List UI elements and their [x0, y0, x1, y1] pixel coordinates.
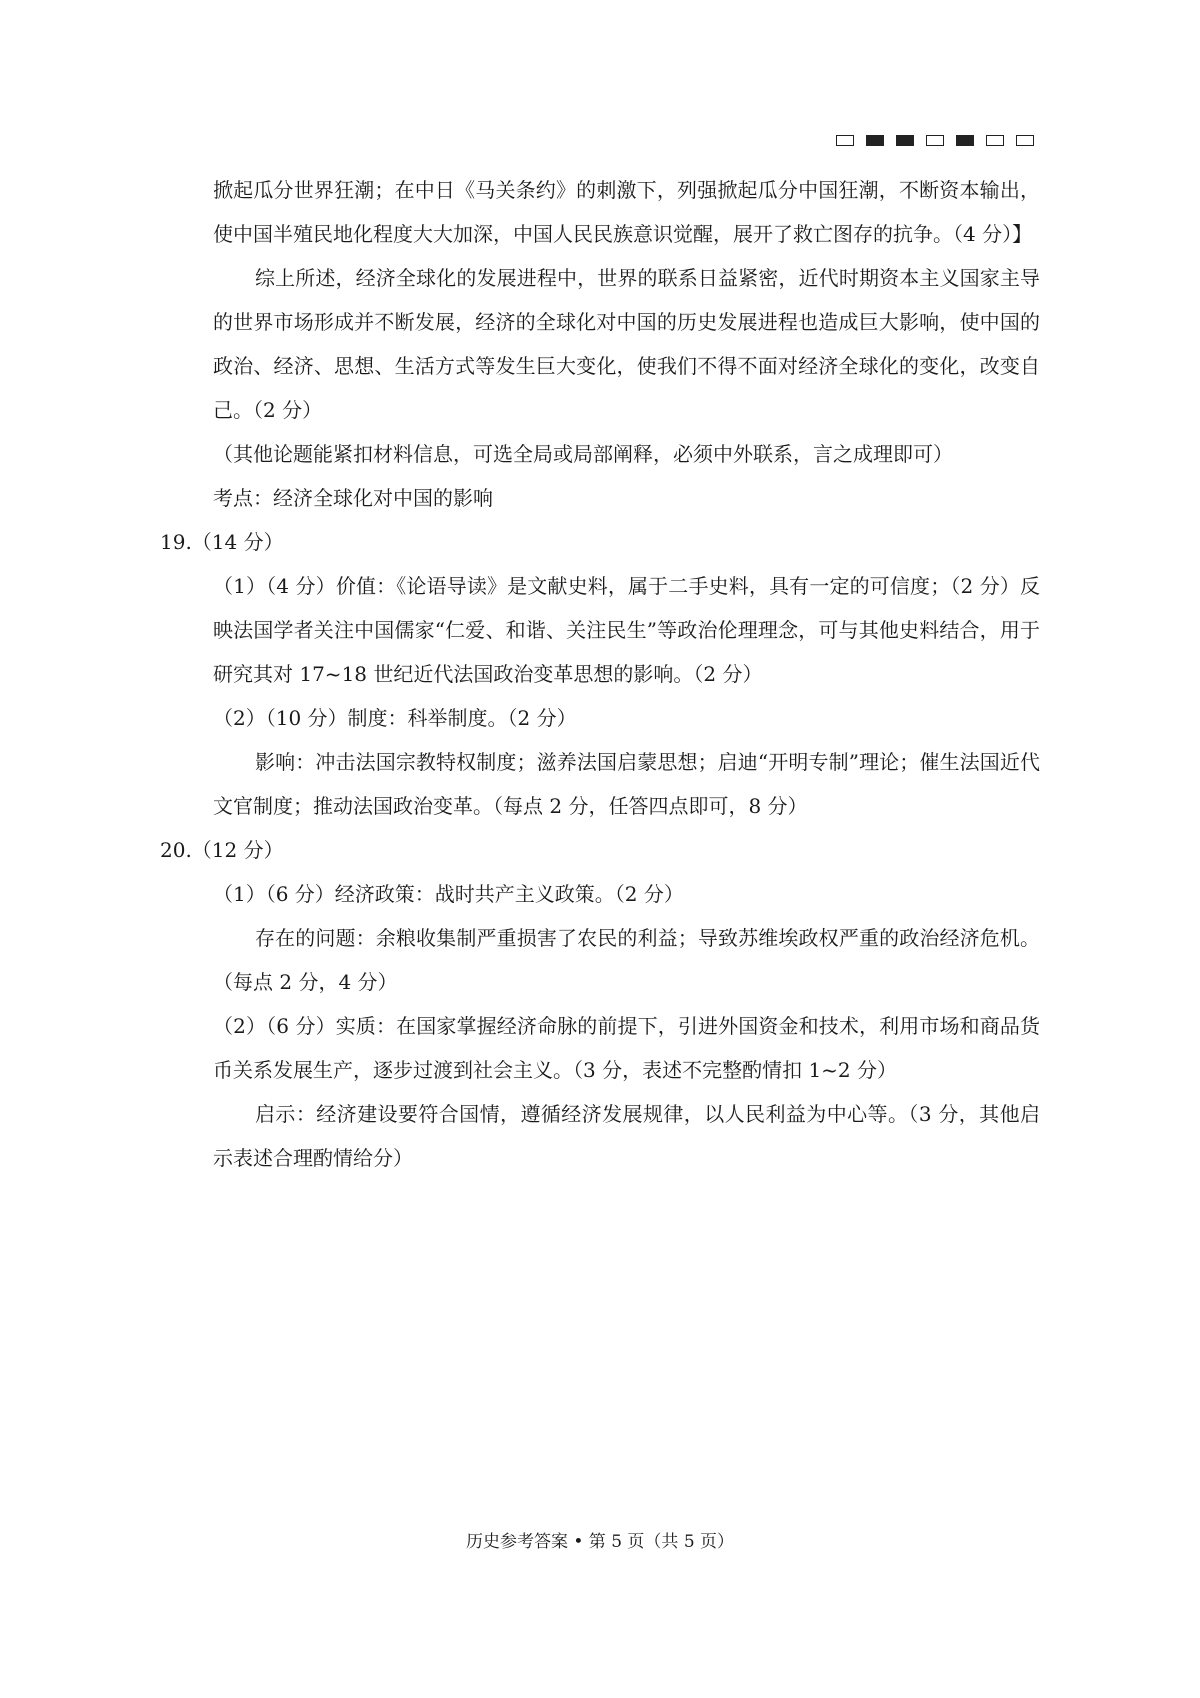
- question-20-problems: 存在的问题：余粮收集制严重损害了农民的利益；导致苏维埃政权严重的政治经济危机。（每点 2 分，4 分）: [213, 926, 1040, 994]
- question-19-part-2: （2）（10 分）制度：科举制度。（2 分）: [213, 706, 577, 730]
- mark-box-1: [836, 135, 854, 146]
- mark-box-4: [926, 135, 944, 146]
- question-20-part-1: （1）（6 分）经济政策：战时共产主义政策。（2 分）: [213, 882, 684, 906]
- question-20-inspiration: 启示：经济建设要符合国情，遵循经济发展规律，以人民利益为中心等。（3 分，其他启示表述合理酌情给分）: [213, 1102, 1040, 1170]
- paragraph-exam-point: 考点：经济全球化对中国的影响: [213, 486, 493, 510]
- paragraph-summary: 综上所述，经济全球化的发展进程中，世界的联系日益紧密，近代时期资本主义国家主导的世界市场形成并不断发展，经济的全球化对中国的历史发展进程也造成巨大影响，使中国的政治、经济、思想、生活方式等发生巨大变化，使我们不得不面对经济全球化的变化，改变自己。（2 分）: [213, 266, 1040, 422]
- question-20-part-2: （2）（6 分）实质：在国家掌握经济命脉的前提下，引进外国资金和技术，利用市场和商品货币关系发展生产，逐步过渡到社会主义。（3 分，表述不完整酌情扣 1~2 分）: [213, 1014, 1040, 1082]
- mark-box-7: [1016, 135, 1034, 146]
- header-marks: [836, 135, 1034, 146]
- page-footer: 历史参考答案 • 第 5 页（共 5 页）: [465, 1532, 735, 1552]
- mark-box-6: [986, 135, 1004, 146]
- paragraph-continuation: 掀起瓜分世界狂潮；在中日《马关条约》的刺激下，列强掀起瓜分中国狂潮，不断资本输出，使中国半殖民地化程度大大加深，中国人民民族意识觉醒，展开了救亡图存的抗争。（4 分）】: [213, 178, 1040, 246]
- question-19-part-1: （1）（4 分）价值：《论语导读》是文献史料，属于二手史料，具有一定的可信度；（2 分）反映法国学者关注中国儒家“仁爱、和谐、关注民生”等政治伦理理念，可与其他史料结合，用于研究其对 17~18 世纪近代法国政治变革思想的影响。（2 分）: [213, 574, 1040, 686]
- mark-box-5: [956, 135, 974, 146]
- paragraph-note: （其他论题能紧扣材料信息，可选全局或局部阐释，必须中外联系，言之成理即可）: [213, 442, 953, 466]
- answer-content: [160, 168, 1040, 1180]
- question-19-influence: 影响：冲击法国宗教特权制度；滋养法国启蒙思想；启迪“开明专制”理论；催生法国近代文官制度；推动法国政治变革。（每点 2 分，任答四点即可，8 分）: [213, 750, 1040, 818]
- question-19-heading: 19.（14 分）: [160, 530, 284, 554]
- mark-box-3: [896, 135, 914, 146]
- question-20-heading: 20.（12 分）: [160, 838, 284, 862]
- mark-box-2: [866, 135, 884, 146]
